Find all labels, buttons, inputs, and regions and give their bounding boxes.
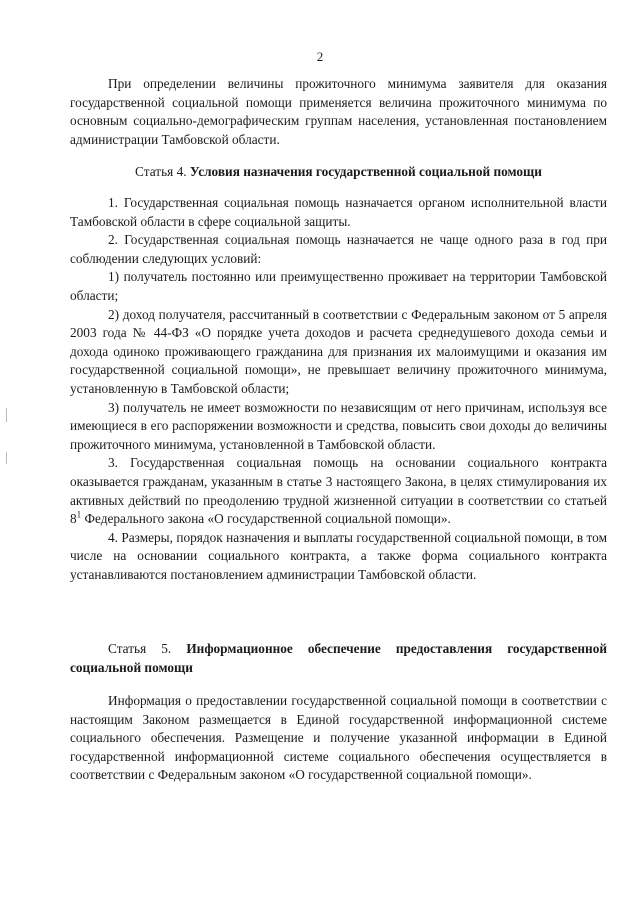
- article-4-condition-1: 1) получатель постоянно или преимущественно проживает на территории Тамбовской области;: [70, 269, 607, 303]
- article-4-point-2: 2. Государственная социальная помощь назначается не чаще одного раза в год при соблюдении следующих условий:: [70, 232, 607, 266]
- article-4-condition-3: 3) получатель не имеет возможности по независящим от него причинам, используя все имеющиеся в его распоряжении возможности и средства, повысить свои доходы до величины прожиточного минимума, установленной в Тамбовской области.: [70, 399, 607, 452]
- article-5-heading: [70, 640, 607, 677]
- article-5-paragraph: Информация о предоставлении государственной социальной помощи в соответствии с настоящим Законом размещается в Единой государственной информационной системе социального обеспечения. Размещение и получение указанной информации в Единой государственной информационной системе социального обеспечения осуществляется в соответствии с Федеральным законом «О государственной социальной помощи».: [70, 693, 607, 783]
- scan-margin-mark: [6, 408, 7, 422]
- article-5-prefix: Статья 5.: [108, 641, 172, 656]
- intro-block: [70, 75, 607, 149]
- article-4-prefix: Статья 4.: [135, 164, 187, 179]
- article-4-point-3-superscript: 1: [76, 509, 82, 520]
- article-4-heading: [70, 163, 607, 182]
- article-4-point-1: 1. Государственная социальная помощь назначается органом исполнительной власти Тамбовской области в сфере социальной защиты.: [70, 195, 607, 229]
- article-4-point-3-tail: Федерального закона «О государственной социальной помощи».: [81, 511, 451, 527]
- article-4-point-3-text: 3. Государственная социальная помощь на основании социального контракта оказывается гражданам, указанным в статье 3 настоящего Закона, в целях стимулирования их активных действий по преодолению трудной жизненной ситуации в соответствии со статьей 8: [70, 455, 607, 527]
- intro-paragraph: При определении величины прожиточного минимума заявителя для оказания государственной социальной помощи применяется величина прожиточного минимума по основным социально-демографическим группам населения, установленная постановлением администрации Тамбовской области.: [70, 76, 607, 147]
- page-number: 2: [316, 49, 324, 64]
- article-4-point-3: [70, 454, 607, 528]
- scan-margin-mark: [6, 452, 7, 464]
- article-5-title: Информационное обеспечение предоставления государственной социальной помощи: [70, 641, 608, 675]
- article-4-title: Условия назначения государственной социальной помощи: [189, 164, 542, 179]
- article-4-body: [70, 194, 607, 584]
- article-4-point-4: 4. Размеры, порядок назначения и выплаты государственной социальной помощи, в том числе на основании социального контракта, а также форма социального контракта устанавливаются постановлением администрации Тамбовской области.: [70, 529, 607, 582]
- article-5-body: [70, 692, 607, 785]
- article-4-condition-2: 2) доход получателя, рассчитанный в соответствии с Федеральным законом от 5 апреля 2003 года № 44-ФЗ «О порядке учета доходов и расчета среднедушевого дохода семьи и дохода одиноко проживающего гражданина для признания их малоимущими и оказания им государственной социальной помощи», не превышает величину прожиточного минимума, установленную в Тамбовской области;: [70, 306, 607, 396]
